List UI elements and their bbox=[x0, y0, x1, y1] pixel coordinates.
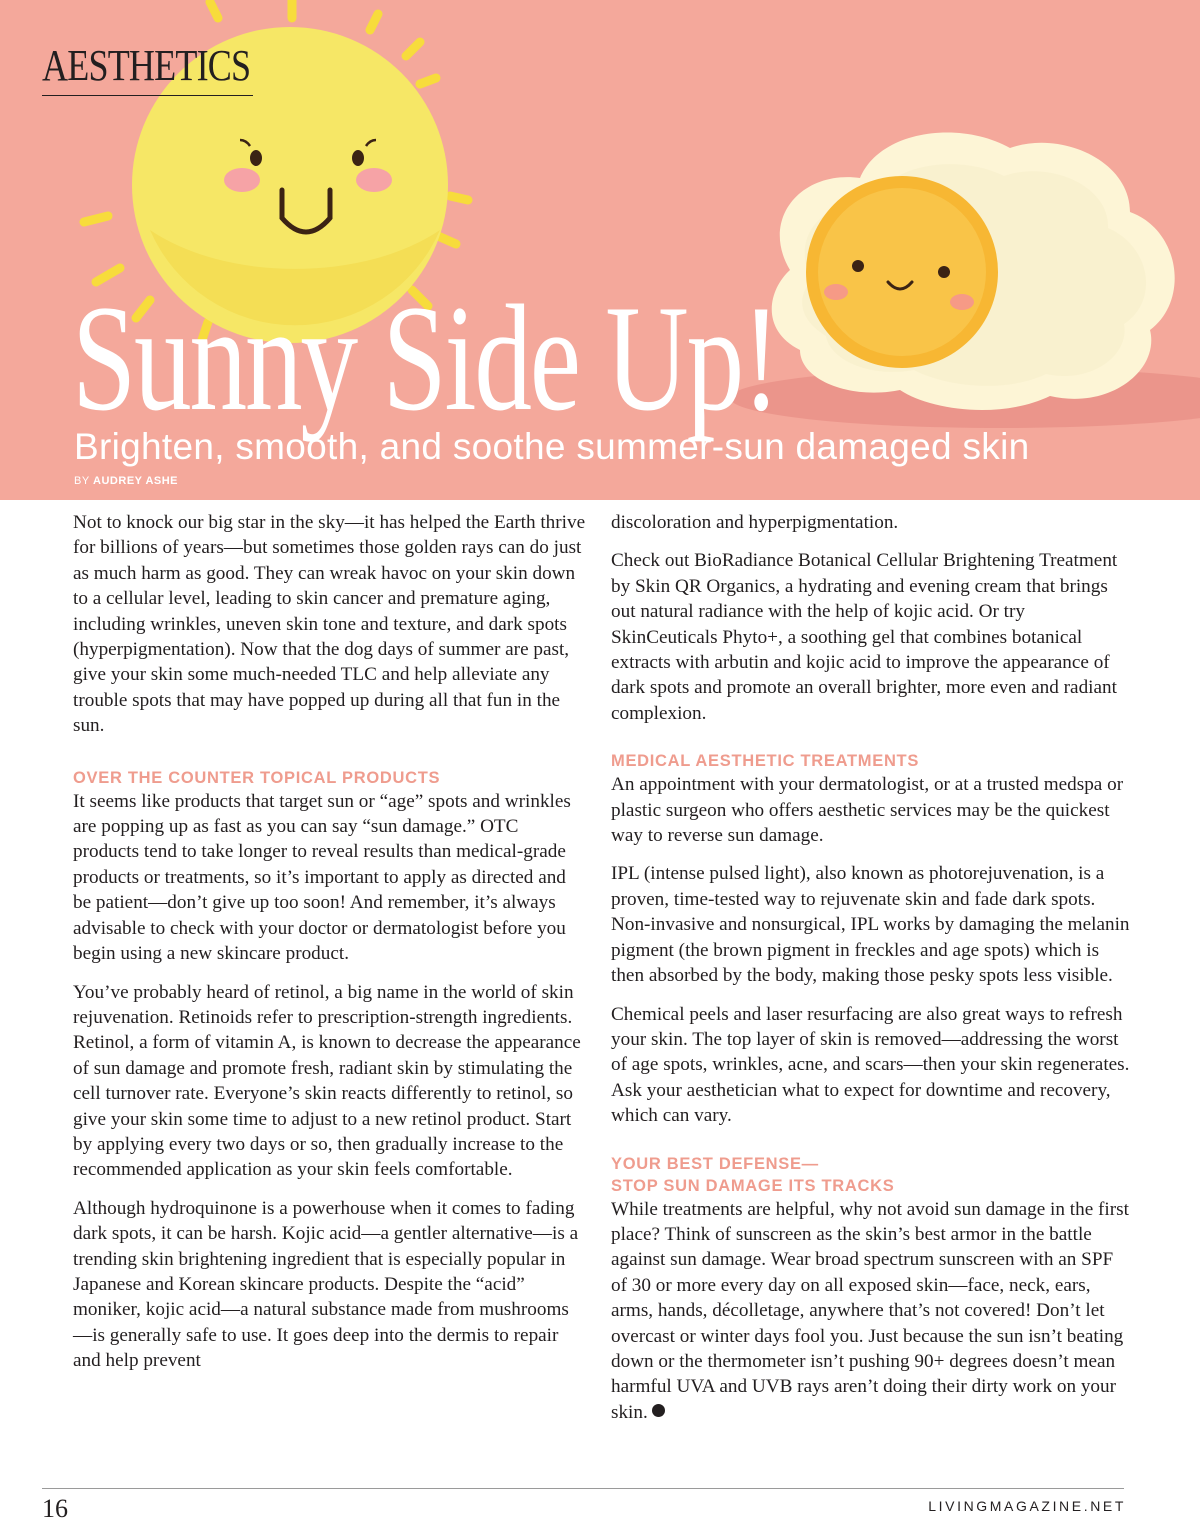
hero-banner bbox=[0, 0, 1200, 500]
footer-rule bbox=[42, 1488, 1124, 1489]
section-label: AESTHETICS bbox=[42, 41, 251, 90]
defense-paragraph: While treatments are helpful, why not avoid sun damage in the first place? Think of sunscreen as the skin’s best armor in the battle against sun damage. Wear broad spectrum sunscreen with an SPF of 30 or more every day on all exposed skin—face, neck, ears, arms, hands, décolletage, anywhere that’s not covered! Don’t let overcast or winter days fool you. Just because the sun isn’t beating down or the thermometer isn’t pushing 90+ degrees doesn’t mean harmful UVA and UVB rays aren’t doing their dirty work on your skin. bbox=[611, 1198, 1129, 1423]
left-column bbox=[73, 510, 588, 1387]
otc-paragraph-2: You’ve probably heard of retinol, a big name in the world of skin rejuvenation. Retinoids refer to prescription-strength ingredients. Retinol, a form of vitamin A, is known to decrease the appearance of sun damage and promote fresh, radiant skin by stimulating the cell turnover rate. Everyone’s skin reacts differently to retinol, so give your skin some time to adjust to a new retinol product. Start by applying every two days or so, then gradually increase to the recommended application as your skin feels comfortable. bbox=[73, 981, 581, 1181]
continued-paragraph: discoloration and hyperpigmentation. bbox=[611, 512, 899, 533]
otc-paragraph-1: It seems like products that target sun or “age” spots and wrinkles are popping up as fast as you can say “sun damage.” OTC products tend to take longer to reveal results than medical-grade products or treatments, so it’s important to apply as directed and be patient—don’t give up too soon! And remember, it’s always advisable to check with your doctor or dermatologist before you begin using a new skincare product. bbox=[73, 790, 571, 965]
heading-medical-treatments: MEDICAL AESTHETIC TREATMENTS bbox=[611, 752, 920, 771]
right-column bbox=[611, 510, 1131, 1438]
medical-paragraph-1: An appointment with your dermatologist, or at a trusted medspa or plastic surgeon who offers aesthetic services may be the quickest way to reverse sun damage. bbox=[611, 774, 1124, 847]
page-number: 16 bbox=[42, 1494, 68, 1523]
heading-best-defense-line2: STOP SUN DAMAGE ITS TRACKS bbox=[611, 1176, 895, 1195]
byline bbox=[74, 475, 178, 487]
intro-paragraph: Not to knock our big star in the sky—it has helped the Earth thrive for billions of years—but sometimes those golden rays can do just as much harm as good. They can wreak havoc on your skin down to a cellular level, leading to skin cancer and premature aging, including wrinkles, uneven skin tone and texture, and dark spots (hyperpigmentation). Now that the dog days of summer are past, give your skin some much-needed TLC and help alleviate any trouble spots that may have popped up during all that fun in the sun. bbox=[73, 512, 586, 737]
heading-best-defense bbox=[611, 1153, 1131, 1197]
website-url: LIVINGMAGAZINE.NET bbox=[928, 1498, 1126, 1514]
products-paragraph: Check out BioRadiance Botanical Cellular Brightening Treatment by Skin QR Organics, a hydrating and evening cream that brings out natural radiance with the help of kojic acid. Or try SkinCeuticals Phyto+, a soothing gel that combines botanical extracts with arbutin and kojic acid to improve the appearance of dark spots and promote an overall brighter, more even and radiant complexion. bbox=[611, 550, 1118, 724]
article-subhead: Brighten, smooth, and soothe summer-sun damaged skin bbox=[74, 426, 1030, 467]
heading-otc-products: OVER THE COUNTER TOPICAL PRODUCTS bbox=[73, 768, 441, 787]
medical-paragraph-3: Chemical peels and laser resurfacing are also great ways to refresh your skin. The top layer of skin is removed—addressing the worst of age spots, wrinkles, acne, and scars—then your skin regenerates. Ask your aesthetician what to expect for downtime and recovery, which can vary. bbox=[611, 1003, 1130, 1127]
section-rule bbox=[42, 95, 253, 96]
end-mark-icon bbox=[652, 1404, 665, 1417]
article-headline: Sunny Side Up! bbox=[72, 274, 779, 442]
byline-prefix: BY bbox=[74, 475, 90, 487]
defense-paragraph-wrap bbox=[611, 1197, 1131, 1426]
fried-egg-icon bbox=[772, 133, 1175, 411]
byline-author: AUDREY ASHE bbox=[93, 475, 179, 487]
heading-best-defense-line1: YOUR BEST DEFENSE— bbox=[611, 1154, 819, 1173]
otc-paragraph-3: Although hydroquinone is a powerhouse when it comes to fading dark spots, it can be harsh. Kojic acid—a gentler alternative—is a trending skin brightening ingredient that is especially popular in Japanese and Korean skincare products. Despite the “acid” moniker, kojic acid—a natural substance made from mushrooms—is generally safe to use. It goes deep into the dermis to repair and help prevent bbox=[73, 1197, 579, 1372]
medical-paragraph-2: IPL (intense pulsed light), also known as photorejuvenation, is a proven, time-tested way to rejuvenate skin and fade dark spots. Non-invasive and nonsurgical, IPL works by damaging the melanin pigment (the brown pigment in freckles and age spots) which is then absorbed by the body, making those pesky spots less visible. bbox=[611, 863, 1130, 987]
